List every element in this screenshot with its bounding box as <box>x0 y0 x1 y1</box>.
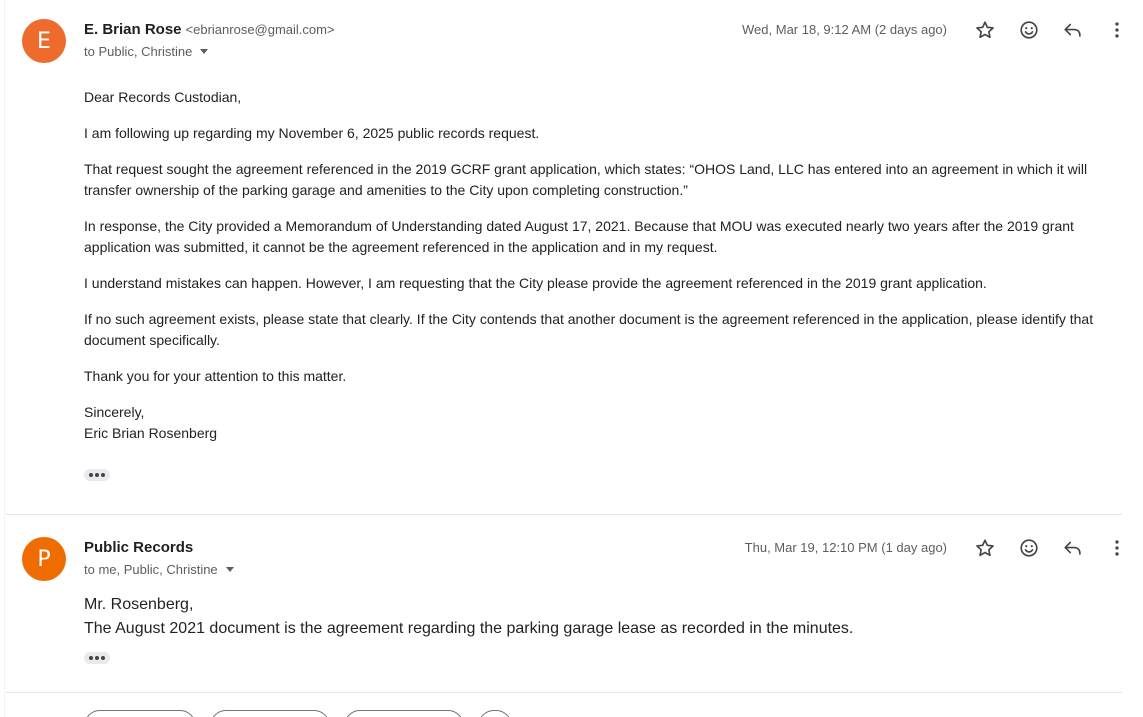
recipients <box>84 562 234 577</box>
body-line: The August 2021 document is the agreement regarding the parking garage lease as recorded in the minutes. <box>84 620 854 637</box>
star-button[interactable] <box>969 532 1001 564</box>
more-options-button[interactable] <box>1101 532 1133 564</box>
body-paragraph: That request sought the agreement referenced in the 2019 GCRF grant application, which states: “OHOS Land, LLC has entered into an agreement in which it will transfer ownership of the parking garage and amenities to the City upon completing construction.” <box>84 161 1088 198</box>
body-line: Mr. Rosenberg, <box>84 596 194 613</box>
reply-icon <box>1062 537 1084 559</box>
star-icon <box>974 537 996 559</box>
reply-button[interactable] <box>1057 14 1089 46</box>
message-actions <box>969 532 1133 564</box>
signoff: Sincerely, <box>84 404 145 420</box>
reply-actions-row <box>84 710 526 717</box>
message-body <box>84 87 1124 444</box>
show-details-caret-icon[interactable] <box>226 567 234 572</box>
more-horiz-icon-dot <box>101 656 105 660</box>
recipients-text: to Public, Christine <box>84 44 193 59</box>
more-horiz-icon-dot <box>95 473 99 477</box>
body-paragraph: If no such agreement exists, please state that clearly. If the City contends that another document is the agreement referenced in the application, please identify that document specifically. <box>84 311 1094 348</box>
star-icon <box>974 19 996 41</box>
more-horiz-icon-dot <box>101 473 105 477</box>
body-paragraph: Thank you for your attention to this matter. <box>84 368 347 384</box>
show-details-caret-icon[interactable] <box>200 49 208 54</box>
sender-name[interactable]: E. Brian Rose <box>84 21 182 38</box>
reply-all-chip[interactable] <box>210 710 330 717</box>
message-actions <box>969 14 1133 46</box>
show-trimmed-content-button[interactable] <box>84 469 110 481</box>
add-reaction-button[interactable] <box>1013 532 1045 564</box>
emoji-reaction-chip[interactable] <box>478 710 512 717</box>
message-divider <box>6 692 1122 693</box>
sender-line <box>84 21 335 38</box>
avatar[interactable]: P <box>22 537 66 581</box>
recipients-text: to me, Public, Christine <box>84 562 218 577</box>
reply-icon <box>1062 19 1084 41</box>
body-paragraph: I am following up regarding my November 6, 2025 public records request. <box>84 125 540 141</box>
body-paragraph: Dear Records Custodian, <box>84 89 242 105</box>
more-horiz-icon <box>89 473 93 477</box>
body-paragraph: I understand mistakes can happen. However, I am requesting that the City please provide the agreement referenced in the 2019 grant application. <box>84 275 987 291</box>
show-trimmed-content-button[interactable] <box>84 652 110 664</box>
emoji-icon <box>1018 537 1040 559</box>
more-horiz-icon <box>89 656 93 660</box>
reply-chip[interactable] <box>84 710 196 717</box>
emoji-icon <box>1018 19 1040 41</box>
message-body <box>84 593 1124 641</box>
sender-email: <ebrianrose@gmail.com> <box>185 22 335 37</box>
more-horiz-icon-dot <box>95 656 99 660</box>
sender-name[interactable]: Public Records <box>84 539 194 556</box>
more-vert-icon <box>1106 537 1128 559</box>
timestamp: Thu, Mar 19, 12:10 PM (1 day ago) <box>744 540 947 555</box>
avatar[interactable]: E <box>22 19 66 63</box>
add-reaction-button[interactable] <box>1013 14 1045 46</box>
body-paragraph: In response, the City provided a Memorandum of Understanding dated August 17, 2021. Because that MOU was executed nearly two years after the 2019 grant application was submitted, it cannot be the agreement referenced in the application and in my request. <box>84 218 1074 255</box>
forward-chip[interactable] <box>344 710 464 717</box>
sender-line <box>84 539 193 556</box>
more-options-button[interactable] <box>1101 14 1133 46</box>
recipients <box>84 44 208 59</box>
star-button[interactable] <box>969 14 1001 46</box>
signature-name: Eric Brian Rosenberg <box>84 425 218 441</box>
reply-button[interactable] <box>1057 532 1089 564</box>
message-2 <box>0 515 1143 693</box>
more-vert-icon <box>1106 19 1128 41</box>
timestamp: Wed, Mar 18, 9:12 AM (2 days ago) <box>742 22 947 37</box>
